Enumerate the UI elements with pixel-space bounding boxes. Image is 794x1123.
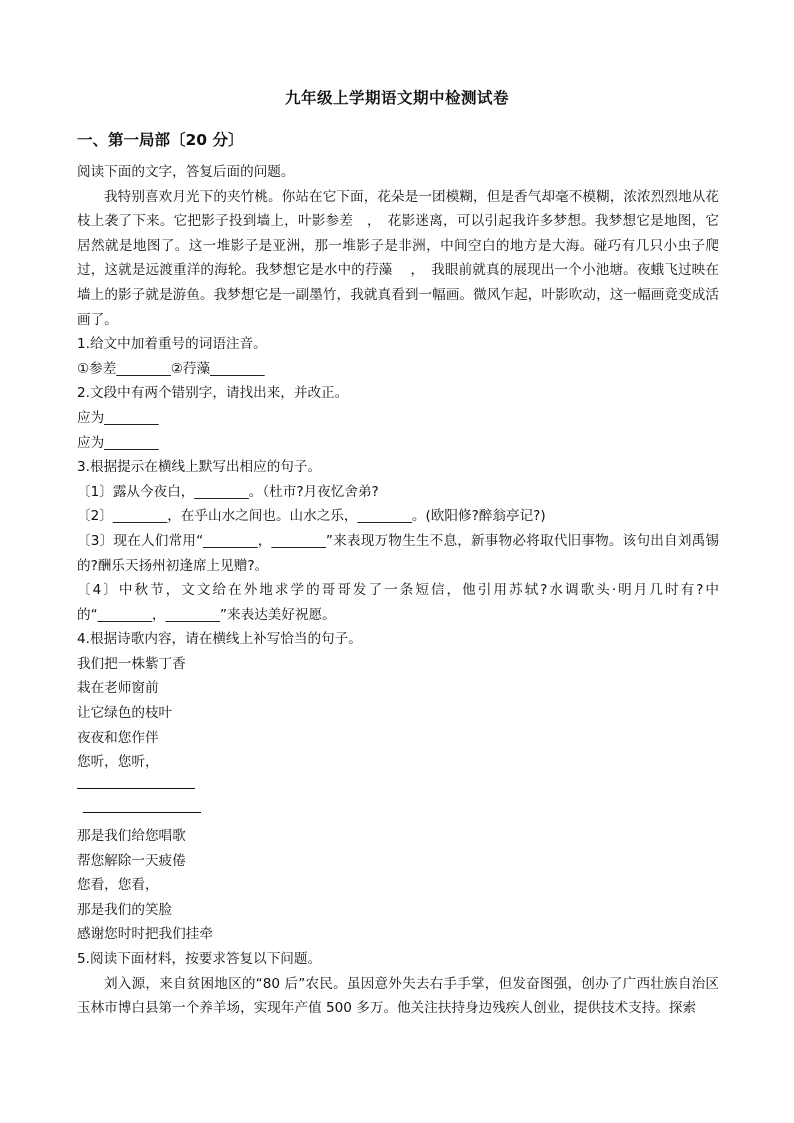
poem-line: 夜夜和您作伴 [77, 729, 159, 746]
exam-title: 九年级上学期语文期中检测试卷 [284, 89, 509, 107]
question-2-answer-b: 应为________ [77, 434, 159, 451]
question-2-answer-a: 应为________ [77, 409, 159, 426]
poem-line: 您听，您听， [77, 754, 159, 771]
question-5: 5.阅读下面材料，按要求答复以下问题。 [77, 951, 322, 967]
reading-passage: 我特别喜欢月光下的夹竹桃。你站在它下面，花朵是一团模糊，但是香气却毫不模糊，浓浓烈烈地从花枝上袭了下来。它把影子投到墙上，叶影参差 ， 花影迷离，可以引起我许多梦想。我梦想它是地图，它居然就是地图了。这一堆影子是亚洲，那一堆影子是非洲，中间空白的地方是大海。碰巧有几只小虫子爬过，这就是远渡重洋的海轮。我梦想它是水中的荇藻 ， 我眼前就真的展现出一个小池塘。夜蛾飞过映在墙上的影子就是游鱼。我梦想它是一副墨竹，我就真看到一幅画。微风乍起，叶影吹动，这一幅画竟变成活画了。 [77, 188, 719, 328]
poem-line: 帮您解除一天疲倦 [77, 852, 186, 869]
question-4: 4.根据诗歌内容，请在横线上补写恰当的句子。 [77, 631, 362, 648]
exam-content [77, 160, 719, 1021]
poem-blank-1 [77, 775, 719, 800]
question-3-item-1: 〔1〕露从今夜白，________。（杜市?月夜忆舍弟? [77, 483, 379, 500]
poem-line: 让它绿色的枝叶 [77, 705, 173, 722]
question-3-item-4: 〔4〕中秋节，文文给在外地求学的哥哥发了一条短信，他引用苏轼?水调歌头·明月几时有?中的“________，________”来表达美好祝愿。 [77, 582, 719, 623]
section-heading: 一、第一局部〔20 分〕 [77, 131, 244, 149]
question-2: 2.文段中有两个错别字，请找出来，并改正。 [77, 385, 349, 402]
poem-blank-2 [77, 799, 719, 824]
question-3-item-3: 〔3〕现在人们常用“________，________”来表现万物生生不息，新事物必将取代旧事物。该句出自刘禹锡的?酬乐天扬州初逢席上见赠?。 [77, 532, 719, 574]
poem-line: 您看，您看， [77, 877, 159, 894]
reading-instruction: 阅读下面的文字，答复后面的问题。 [77, 164, 295, 180]
question-1: 1.给文中加着重号的词语注音。 [77, 336, 267, 353]
poem-line: 我们把一株紫丁香 [77, 655, 186, 672]
poem-line: 那是我们的笑脸 [77, 901, 173, 918]
poem-line: 感谢您时时把我们挂牵 [77, 926, 213, 943]
question-1-items: ①参差________②荇藻________ [77, 360, 265, 377]
question-3-item-2: 〔2〕________，在乎山水之间也。山水之乐，________。(欧阳修?醉翁亭记?) [77, 508, 546, 525]
question-3: 3.根据提示在横线上默写出相应的句子。 [77, 459, 322, 476]
poem-line: 栽在老师窗前 [77, 680, 159, 697]
question-5-passage: 刘入源，来自贫困地区的“80 后”农民。虽因意外失去右手手掌，但发奋图强，创办了广西壮族自治区玉林市博白县第一个养羊场，实现年产值 500 多万。他关注扶持身边残疾人创业，提供技术支持。探索 [77, 975, 719, 1017]
poem-line: 那是我们给您唱歌 [77, 828, 186, 845]
